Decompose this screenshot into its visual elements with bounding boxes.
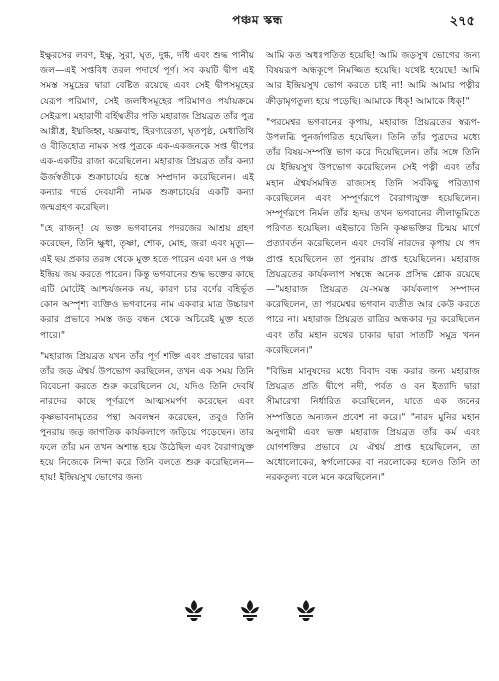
text-columns (40, 48, 480, 568)
left-column (40, 48, 254, 568)
paragraph: "হে রাজন্! যে ভক্ত ভগবানের পদরজের আশ্রয় গ্রহণ করেছেন, তিনি ক্ষুধা, তৃষ্ণা, শোক, মোহ, জরা এবং মৃত্যু—এই ছয় প্রকার তরঙ্গ থেকে মুক্ত হতে পারেন এবং মন ও পঞ্চ ইন্দ্রিয় জয় করতে পারেন। কিন্তু ভগবানের শুদ্ধ ভক্তের কাছে এটি মোটেই আশ্চর্যজনক নয়, কারণ চার বর্ণের বহির্ভূত কোন অস্পৃশ্য ব্যক্তিও ভগবানের নাম একবার মাত্র উচ্চারণ করার প্রভাবে সমস্ত জড় বন্ধন থেকে অচিরেই মুক্ত হতে পারে।" (40, 223, 254, 341)
running-head: পঞ্চম স্কন্ধ (232, 13, 283, 27)
page-number: ২৭৫ (449, 14, 475, 29)
paragraph: "পরমেশ্বর ভগবানের কৃপায়, মহারাজ প্রিয়ব্রতের স্বরূপ-উপলব্ধি পুনর্জাগরিত হয়েছিল। তিনি তাঁর পুত্রদের মধ্যে তাঁর বিষয়-সম্পত্তি ভাগ করে দিয়েছিলেন। তাঁর সঙ্গে তিনি যে ইন্দ্রিয়সুখ উপভোগ করেছিলেন সেই পত্নী এবং তাঁর মহান ঐশ্বর্যসমন্বিত রাজ্যসহ তিনি সর্বকিছু পরিত্যাগ করেছিলেন এবং সম্পূর্ণরূপে বৈরাগ্যযুক্ত হয়েছিলেন। সম্পূর্ণরূপে নির্মল তাঁর হৃদয় তখন ভগবানের লীলাভূমিতে পরিণত হয়েছিল। এইভাবে তিনি কৃষ্ণভক্তির চিন্ময় মার্গে প্রত্যাবর্তন করেছিলেন এবং দেবর্ষি নারদের কৃপায় যে পদ প্রাপ্ত হয়েছিলেন তা পুনরায় প্রাপ্ত হয়েছিলেন। মহারাজ প্রিয়ব্রতের কার্যকলাপ সম্বন্ধে অনেক প্রসিদ্ধ শ্লোক রয়েছে—"মহারাজ প্রিয়ব্রত যে-সমস্ত কার্যকলাপ সম্পাদন করেছিলেন, তা পরমেশ্বর ভগবান ব্যতীত আর কেউ করতে পারে না। মহারাজ প্রিয়ব্রত রাত্রির অন্ধকার দূর করেছিলেন এবং তাঁর মহান রথের চাকার দ্বারা সাতটি সমুদ্র খনন করেছিলেন।" (266, 116, 480, 356)
right-column (266, 48, 480, 568)
section-end-ornaments (0, 598, 499, 622)
page-header (40, 12, 475, 34)
lotus-ornament-icon (295, 598, 317, 622)
lotus-ornament-icon (239, 598, 261, 622)
paragraph: "বিভিন্ন মানুষদের মধ্যে বিবাদ বন্ধ করার জন্য মহারাজ প্রিয়ব্রত প্রতি দ্বীপে নদী, পর্বত ও বন ইত্যাদি দ্বারা সীমারেখা নির্ধারিত করেছিলেন, যাতে এক জনের সম্পত্তিতে অন্যজন প্রবেশ না করে।" "নারদ মুনির মহান অনুগামী এবং ভক্ত মহারাজ প্রিয়ব্রত তাঁর কর্ম এবং যোগশক্তির প্রভাবে যে ঐশ্বর্য প্রাপ্ত হয়েছিলেন, তা অধোলোকের, স্বর্গলোকের বা নরলোকের হলেও তিনি তা নরকতুল্য বলে মনে করেছিলেন।" (266, 366, 480, 484)
paragraph: "মহারাজ প্রিয়ব্রত যখন তাঁর পূর্ণ শক্তি এবং প্রভাবের দ্বারা তাঁর জড় ঐশ্বর্য উপভোগ করছিলেন, তখন এক সময় তিনি বিবেচনা করতে শুরু করেছিলেন যে, যদিও তিনি দেবর্ষি নারদের কাছে পূর্ণরূপে আত্মসমর্পণ করেছেন এবং কৃষ্ণভাবনামৃতের পন্থা অবলম্বন করেছেন, তবুও তিনি পুনরায় জড় জাগতিক কার্যকলাপে জড়িয়ে পড়েছেন। তার ফলে তাঁর মন তখন অশান্ত হয়ে উঠেছিল এবং বৈরাগ্যযুক্ত হয়ে নিজেকে নিন্দা করে তিনি বলতে শুরু করেছিলেন—হায়! ইন্দ্রিয়সুখ ভোগের জন্য (40, 350, 254, 484)
lotus-ornament-icon (183, 598, 205, 622)
paragraph: ইক্ষুরসের লবণ, ইক্ষু, সুরা, ঘৃত, দুগ্ধ, দধি এবং শুদ্ধ পানীয় জল—এই সপ্তবিধ তরল পদার্থে পূর্ণ। সব কয়টি দ্বীপ এই সমস্ত সমুদ্রের দ্বারা বেষ্টিত রয়েছে এবং সেই দ্বীপসমূহের যেরূপ পরিমাণ, সেই জলধিসমূহের পরিমাণও পর্যায়ক্রমে সেইরূপ। মহারাণী বর্হিষ্মতীর পতি মহারাজ প্রিয়ব্রত তাঁর পুত্র আগ্নীধ্র, ইধ্মজিহ্ব, যজ্ঞবাহু, হিরণ্যরেতা, ঘৃতপৃষ্ঠ, মেধাতিথি ও বীতিহোত্র নামক সপ্ত পুত্রকে এক-একজনকে সপ্ত দ্বীপের এক-একটির রাজা করেছিলেন। মহারাজ প্রিয়ব্রত তাঁর কন্যা ঊর্জস্বতীকে শুক্রাচার্যের হস্তে সম্প্রদান করেছিলেন। এই কন্যার গর্ভে দেবযানী নামক শুক্রাচার্যের একটি কন্যা জন্মগ্রহণ করেছিল। (40, 50, 254, 214)
paragraph: আমি কত অধঃপতিত হয়েছি! আমি জড়সুখ ভোগের জন্য বিষয়রূপ অন্ধকূপে নিমজ্জিত হয়েছি। যথেষ্ট হয়েছে! আমি আর ইন্দ্রিয়সুখ ভোগ করতে চাই না! আমি আমার পত্নীর ক্রীড়ামৃগতুল্য হয়ে পড়েছি। আমাকে ধিক্! আমাকে ধিক্!" (266, 50, 480, 107)
